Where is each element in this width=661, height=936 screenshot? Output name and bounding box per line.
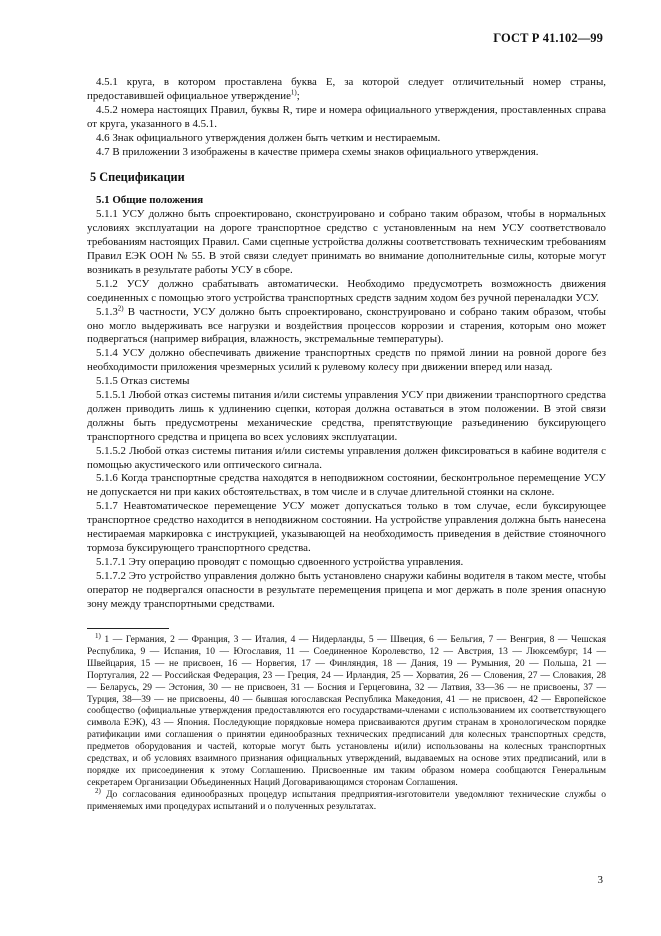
subsection-heading-5-1: 5.1 Общие положения xyxy=(96,194,204,207)
page-number: 3 xyxy=(597,874,603,886)
footnote-1-text: 1 — Германия, 2 — Франция, 3 — Италия, 4 — Нидерланды, 5 — Швеция, 6 — Бельгия, 7 — Венгрия, 8 — Чешская Республика, 9 — Испания, 10 — Югославия, 11 — Соединенное Королевство, 12 — Австрия, 13 — Люксембург, 14 — Швейцария, 15 — не присвоен, 16 — Норвегия, 17 — Финляндия, 18 — Дания, 19 — Румыния, 20 — Польша, 21 — Португалия, 22 — Российская Федерация, 23 — Греция, 24 — Ирландия, 25 — Хорватия, 26 — Словения, 27 — Словакия, 28 — Беларусь, 29 — Эстония, 30 — не присвоен, 31 — Босния и Герцеговина, 32 — Латвия, 33—36 — не присвоены, 37 — Турция, 38—39 — не присвоены, 40 — бывшая югославская Республика Македония, 41 — не присвоен, 42 — Европейское сообщество (официальные утверждения предоставляются его государствами-членами с использованием их соответствующего символа ЕЭК), 43 — Япония. Последующие порядковые номера присваиваются другим странам в хронологическом порядке ратификации ими соглашения о принятии единообразных технических предписаний для колесных транспортных средств, предметов оборудования и частей, которые могут быть установлены и(или) использованы на колесных транспортных средствах, и об условиях взаимного признания официальных утверждений, выдаваемых на основе этих предписаний, или в порядке их присоединения к этому Соглашению. Присвоенные им таким образом номера сообщаются Генеральным секретарем Организации Объединенных Наций Договаривающимся сторонам Соглашения. xyxy=(87,635,606,788)
footnote-ref-2[interactable]: 2) xyxy=(117,303,124,312)
clause-5-1-5: 5.1.5 Отказ системы xyxy=(96,375,190,388)
footnote-2-text: До согласования единообразных процедур испытания предприятия-изготовители уведомляют технические службы о применяемых ими процедурах испытаний и о полученных результатах. xyxy=(87,789,606,812)
clause-5-1-3 xyxy=(87,303,606,348)
main-text xyxy=(87,76,606,612)
footnote-ref-1[interactable]: 1) xyxy=(290,88,297,97)
footnotes xyxy=(87,631,606,814)
clause-4-6: 4.6 Знак официального утверждения должен быть четким и нестираемым. xyxy=(96,131,441,144)
clause-5-1-4: 5.1.4 УСУ должно обеспечивать движение транспортных средств по прямой линии на ровной дороге без необходимости приложения чрезмерных усилий к рулевому колесу при движении вперед или назад. xyxy=(87,347,606,374)
clause-5-1-2: 5.1.2 УСУ должно срабатывать автоматически. Необходимо предусмотреть возможность движения соединенных с помощью этого устройства транспортных средств задним ходом без ручной переналадки УСУ. xyxy=(87,277,606,304)
clause-5-1-3-number: 5.1.3 xyxy=(96,305,118,318)
clause-5-1-3-text: В частности, УСУ должно быть спроектировано, сконструировано и собрано таким образом, чтобы оно могло выдерживать все нагрузки и воздействия процессов коррозии и старения, которым оно может подвергаться (например вибрация, влажность, экстремальные температуры). xyxy=(87,305,606,346)
clause-5-1-1: 5.1.1 УСУ должно быть спроектировано, сконструировано и собрано таким образом, чтобы в нормальных условиях эксплуатации на дороге транспортное средство с установленным на нем УСУ соответствовало требованиям настоящих Правил. Сами сцепные устройства должны соответствовать техническим требованиям Правил ЕЭК ООН № 55. В этой связи следует принимать во внимание дополнительные силы, которые могут возникать в результате работы УСУ в сборе. xyxy=(87,208,606,276)
footnote-1-mark: 1) xyxy=(95,631,101,640)
footnote-divider xyxy=(87,628,169,629)
clause-5-1-7: 5.1.7 Неавтоматическое перемещение УСУ может допускаться только в том случае, если буксирующее транспортное средство находится в неподвижном состоянии. На устройстве управления должна быть нанесена нестираемая маркировка с инструкцией, указывающей на необходимость приведения в действие стояночного тормоза буксирующего транспортного средства. xyxy=(87,500,606,554)
clause-4-7: 4.7 В приложении 3 изображены в качестве примера схемы знаков официального утверждения. xyxy=(96,145,539,158)
document-code-header: ГОСТ Р 41.102—99 xyxy=(493,31,603,45)
section-heading-5: 5 Спецификации xyxy=(90,170,185,185)
clause-5-1-6: 5.1.6 Когда транспортные средства находятся в неподвижном состоянии, бесконтрольное перемещение УСУ не допускается ни при каких обстоятельствах, в том числе и в случае длительной стоянки на склоне. xyxy=(87,472,606,499)
clause-5-1-5-1: 5.1.5.1 Любой отказ системы питания и/или системы управления УСУ при движении транспортного средства должен приводить лишь к удлинению сцепки, которая должна оставаться в этом положении. В этой связи должны быть предусмотрены механические средства, препятствующие разъединению буксирующего транспортного средства и прицепа во всех условиях эксплуатации. xyxy=(87,389,606,443)
footnote-1 xyxy=(87,631,606,790)
clause-4-5-1-tail: ; xyxy=(296,89,300,102)
clause-5-1-5-2: 5.1.5.2 Любой отказ системы питания и/или системы управления должен фиксироваться в кабине водителя с помощью акустического или оптического сигнала. xyxy=(87,444,606,471)
footnote-2 xyxy=(87,786,606,814)
clause-5-1-7-1: 5.1.7.1 Эту операцию проводят с помощью сдвоенного устройства управления. xyxy=(96,555,464,568)
clause-4-5-1-text: 4.5.1 круга, в котором проставлена буква E, за которой следует отличительный номер страны, предоставившей официальное утверждение xyxy=(87,76,606,102)
clause-4-5-2: 4.5.2 номера настоящих Правил, буквы R, тире и номера официального утверждения, проставленных справа от круга, указанного в 4.5.1. xyxy=(87,103,606,130)
footnote-2-mark: 2) xyxy=(95,786,101,795)
clause-4-5-1 xyxy=(87,76,606,104)
clause-5-1-7-2: 5.1.7.2 Это устройство управления должно быть установлено снаружи кабины водителя в таком месте, чтобы оператор не подвергался опасности в результате перемещения прицепа и мог держать в поле зрения опасную зону между транспортными средствами. xyxy=(87,569,606,610)
